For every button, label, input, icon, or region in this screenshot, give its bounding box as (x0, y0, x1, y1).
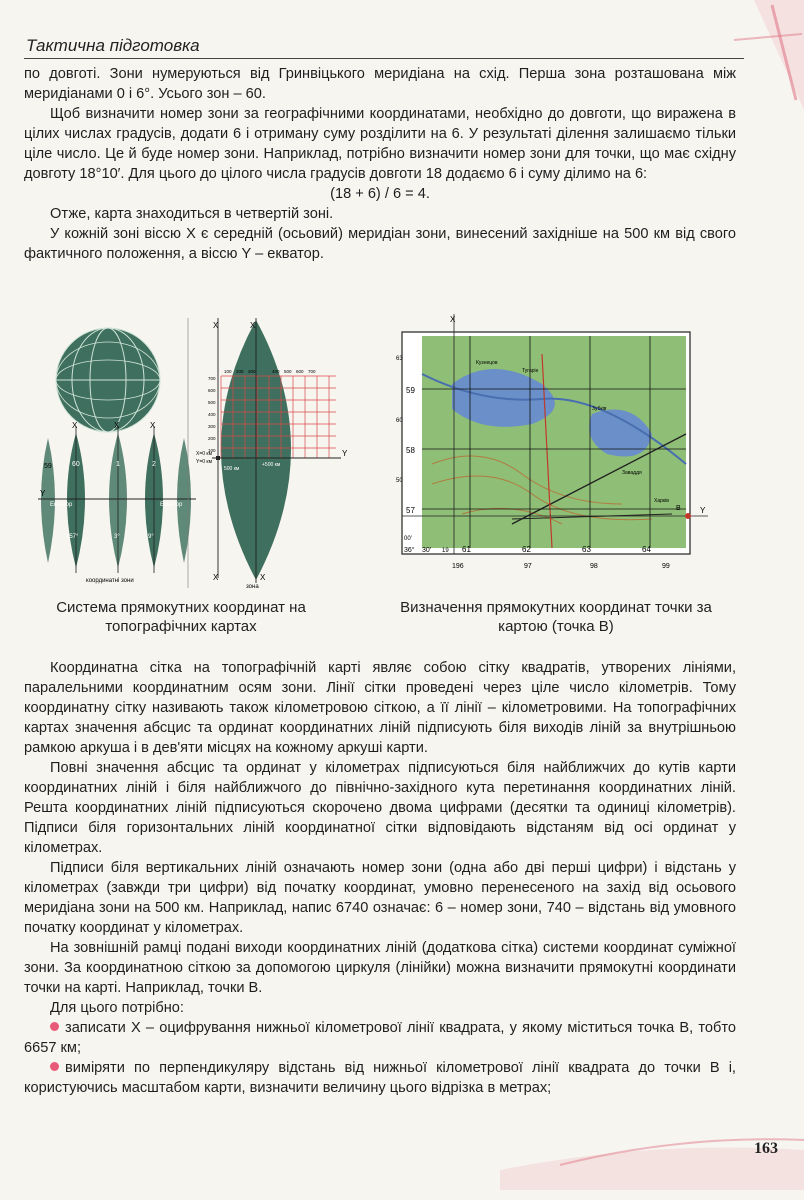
tick-label: 200 (208, 436, 216, 441)
zone-number: 2 (152, 461, 156, 468)
degree-label: 9° (148, 534, 154, 540)
bullet-dot-icon (50, 1062, 59, 1071)
axis-x-label: X (250, 321, 256, 330)
axis-x-label: X (260, 573, 266, 582)
paragraph: Координатна сітка на топографічній карті являє собою сітку квадратів, утворених лініями, паралельними координатним осям зони. Лінії сітки проведені через ціле число кілометрів. Тому координатну сітку називають також кілометровою сіткою, а її лінії – кілометровими. На топографічних картах значення абсцис та ординат координатних ліній підписують біля виходів ліній за внутрішньою рамкою аркуша і в дев'яти місцях на кожному аркуші карти. (24, 660, 736, 756)
paragraph: Підписи біля вертикальних ліній означають номер зони (одна або дві перші цифри) і відстань у кілометрах (завжди три цифри) від початку координат, умовно перенесеного на захід від осьового меридіана зони на 500 км. Наприклад, напис 6740 означає: 6 – номер зони, 740 – відстань від умовного початку координат у кілометрах. (24, 860, 736, 936)
zone-caption: зона (246, 584, 259, 588)
row-label: 58 (406, 446, 415, 455)
coordinate-zones (38, 426, 196, 573)
tick-label: 400 (272, 369, 280, 374)
tick-label: 300 (208, 424, 216, 429)
point-b-label: B (676, 505, 681, 512)
text-block-top (24, 64, 736, 264)
paragraph: Щоб визначити номер зони за географічними координатами, необхідно до довготи, що виражена в цілих числах градусів, додати 6 і отриману суму розділити на 6. У результаті ділення залишаємо тільки ціле число. Це й буде номер зони. Наприклад, потрібно визначити номер зони для точки, що має східну довготу 18°10′. Для цього до цілого числа градусів довготи 18 додаємо 6 і суму ділимо на 6: (24, 106, 736, 182)
list-item-text: виміряти по перпендикуляру відстань від нижньої кілометрової лінії квадрата до точки В і, користуючись масштабом карти, визначити величину цього відрізка в метрах; (24, 1060, 736, 1096)
corner-label: 36° (404, 547, 415, 554)
figure-caption-right: Визначення прямокутних координат точки за картою (точка В) (400, 599, 712, 635)
place-name: Тугарін (522, 368, 539, 374)
equator-label: Екватор (160, 502, 183, 508)
side-label: 50 (396, 478, 403, 484)
header-rule (24, 58, 744, 59)
list-item-text: записати X – оцифрування нижньої кілометрової лінії квадрата, у якому міститься точка B, тобто 6657 км; (24, 1020, 736, 1056)
axis-x-label: X (114, 421, 120, 430)
distance-label: 500 км (224, 466, 240, 472)
bottom-label: 99 (662, 563, 670, 570)
zone-grid-illustration (212, 318, 341, 583)
paragraph: Повні значення абсцис та ординат у кілометрах підписуються біля найближчих до кутів карти координатних ліній і біля найближчого до північно-західного кута перетинання координатних ліній. Решта координатних ліній підписуються скорочено двома цифрами (десятки та одиниці кілометрів). Підписи біля горизонтальних ліній координатної сітки відповідають відстаням від осі ординат у кілометрах. (24, 760, 736, 856)
column-label: 62 (522, 545, 531, 554)
zone-number: 1 (116, 461, 120, 468)
text-block-bottom (24, 658, 736, 1098)
column-label: 63 (582, 545, 591, 554)
tick-label: 500 (208, 400, 216, 405)
distance-label: +500 км (262, 462, 281, 468)
place-name: Зубків (592, 406, 607, 412)
row-label: 59 (406, 386, 415, 395)
bottom-label: 196 (452, 563, 464, 570)
topographic-map-figure (392, 314, 710, 584)
axis-y-label: Y (342, 449, 348, 458)
zones-caption: координатні зони (86, 578, 134, 584)
axis-x-label: X (213, 573, 219, 582)
tick-label: 700 (308, 369, 316, 374)
paragraph: У кожній зоні віссю X є середній (осьовий) меридіан зони, винесений західніше на 500 км від свого фактичного положення, а віссю Y – екватор. (24, 226, 736, 262)
tick-label: 600 (296, 369, 304, 374)
bottom-label: 97 (524, 563, 532, 570)
paragraph: Для цього потрібно: (50, 1000, 184, 1016)
zone-number: 59 (44, 463, 52, 470)
corner-label: 19 (442, 548, 449, 554)
list-item (24, 1018, 736, 1058)
side-label: 60 (396, 418, 403, 424)
equator-label: Екватор (50, 502, 73, 508)
axis-y-label: Y (700, 506, 706, 515)
coordinate-system-figure (36, 318, 356, 588)
tick-label: 300 (248, 369, 256, 374)
axis-x-label: X (150, 421, 156, 430)
tick-label: 700 (208, 376, 216, 381)
place-name: Харків (654, 498, 669, 504)
tick-label: 400 (208, 412, 216, 417)
degree-label: 3° (114, 534, 120, 540)
side-label: 63 (396, 356, 403, 362)
axis-x-label: X (213, 321, 219, 330)
axis-x-label: X (450, 315, 456, 324)
tick-label: 200 (236, 369, 244, 374)
column-label: 64 (642, 545, 651, 554)
axis-y-label: Y (40, 489, 46, 498)
origin-x-label: X=0 км (196, 451, 213, 457)
tick-label: 100 (208, 448, 216, 453)
point-b-marker (685, 513, 691, 519)
place-name: Кузнецов (476, 360, 498, 366)
zone-number: 60 (72, 461, 80, 468)
figure-caption-left: Система прямокутних координат на топографічних картах (56, 599, 306, 635)
formula: (18 + 6) / 6 = 4. (330, 186, 430, 202)
axis-x-label: X (72, 421, 78, 430)
paragraph: На зовнішній рамці подані виходи координатних ліній (додаткова сітка) системи координат суміжної зони. За координатною сіткою за допомогою циркуля (лінійки) можна визначити прямокутні координати точки на карті. Наприклад, точки B. (24, 940, 736, 996)
page-header-title: Тактична підготовка (26, 36, 200, 55)
paragraph: по довготі. Зони нумеруються від Гринвіцького меридіана на схід. Перша зона розташована між меридіанами 0 і 6°. Усього зон – 60. (24, 66, 736, 102)
degree-label: 357° (66, 534, 79, 540)
place-name: Заваддя (622, 470, 642, 476)
column-label: 61 (462, 545, 471, 554)
corner-label: 00′ (404, 536, 412, 542)
list-item (24, 1058, 736, 1098)
paragraph: Отже, карта знаходиться в четвертій зоні. (50, 206, 334, 222)
tick-label: 600 (208, 388, 216, 393)
page-number: 163 (754, 1140, 778, 1157)
globe-illustration (56, 328, 160, 432)
origin-y-label: Y=0 км (196, 459, 213, 465)
corner-label: 30′ (422, 547, 432, 554)
row-label: 57 (406, 506, 415, 515)
tick-label: 500 (284, 369, 292, 374)
bullet-dot-icon (50, 1022, 59, 1031)
tick-label: 100 (224, 369, 232, 374)
bottom-label: 98 (590, 563, 598, 570)
